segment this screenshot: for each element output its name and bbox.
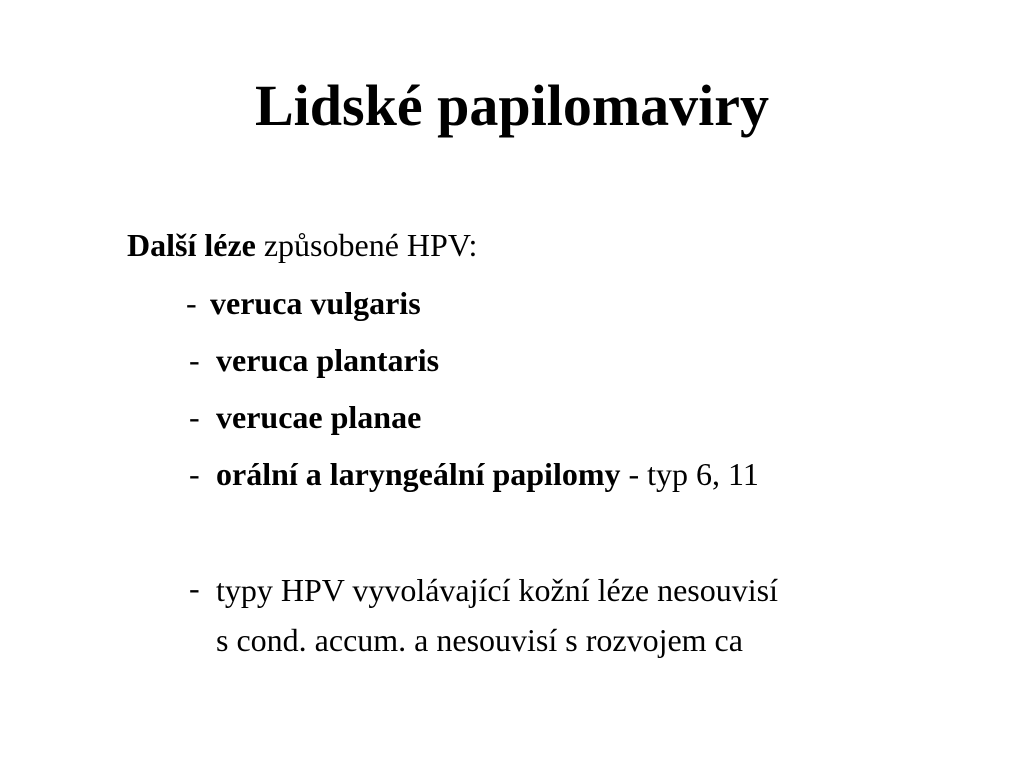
list-dash: - xyxy=(189,399,200,435)
list-dash: - xyxy=(189,456,200,492)
list-dash: - xyxy=(189,342,200,378)
list-dash: - xyxy=(186,285,197,321)
slide-title: Lidské papilomaviry xyxy=(254,73,770,138)
list-item-bold-text: veruca vulgaris xyxy=(210,285,421,321)
list-item xyxy=(186,280,421,326)
list-item xyxy=(189,451,759,497)
list-item xyxy=(189,394,421,440)
intro-line xyxy=(127,222,477,268)
list-item-bold-text: verucae planae xyxy=(216,399,422,435)
list-item-bold-text: orální a laryngeální papilomy xyxy=(216,456,621,492)
intro-text: způsobené HPV: xyxy=(255,227,478,263)
note-line-1: typy HPV vyvolávající kožní léze nesouvisí xyxy=(216,572,778,608)
list-item xyxy=(189,337,439,383)
list-item-text: - typ 6, 11 xyxy=(620,456,759,492)
note-line-2: s cond. accum. a nesouvisí s rozvojem ca xyxy=(216,622,743,658)
list-dash: - xyxy=(189,570,200,606)
note-item xyxy=(189,565,949,665)
note-text xyxy=(216,565,949,665)
intro-bold-text: Další léze xyxy=(127,227,256,263)
list-item-bold-text: veruca plantaris xyxy=(216,342,440,378)
